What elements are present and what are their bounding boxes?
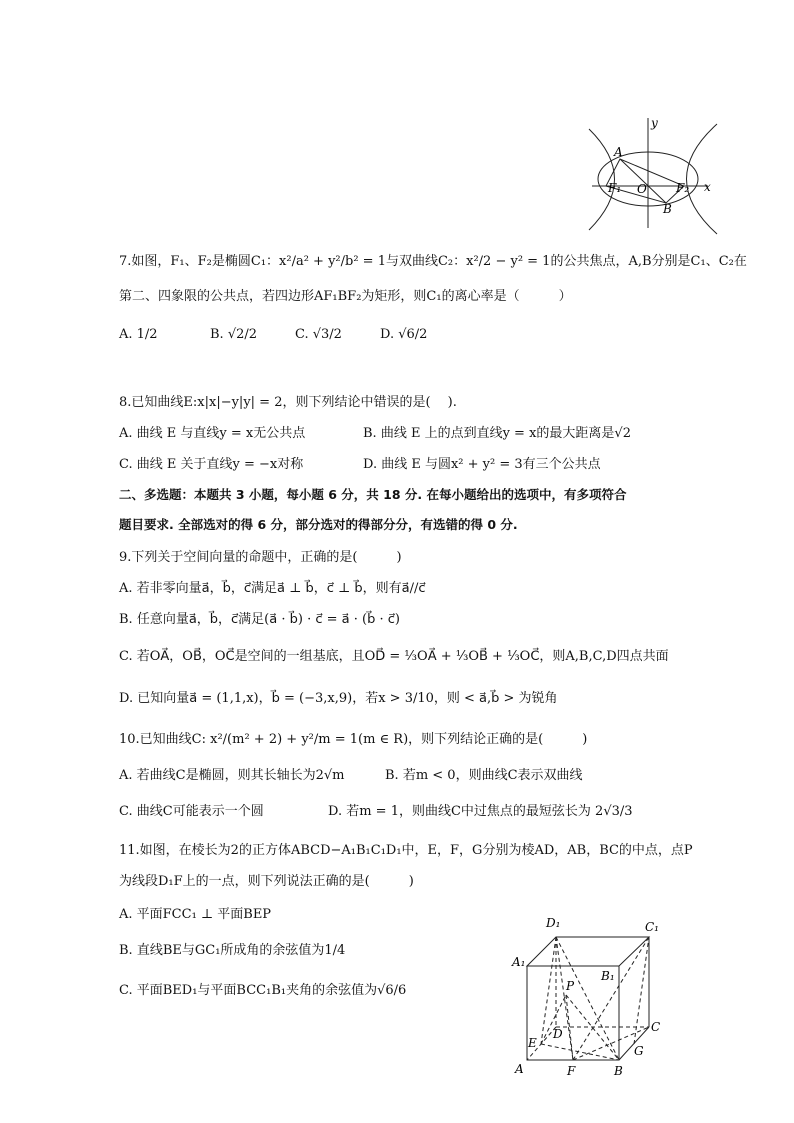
cube-label-c1: C₁ xyxy=(645,920,659,934)
q7-option-c: C. √3/2 xyxy=(295,327,342,342)
q10-option-b: B. 若m < 0，则曲线C表示双曲线 xyxy=(385,768,583,783)
q8-option-b: B. 曲线 E 上的点到直线y = x的最大距离是√2 xyxy=(363,426,631,441)
cube-label-a: A xyxy=(515,1062,524,1076)
fig1-label-a: A xyxy=(614,145,623,159)
q7-option-a: A. 1/2 xyxy=(119,327,158,342)
q9-option-d: D. 已知向量a⃗ = (1,1,x)，b⃗ = (−3,x,9)，若x > 3/10，则 < a⃗,b⃗ > 为锐角 xyxy=(119,691,558,706)
section2-line2: 题目要求. 全部选对的得 6 分，部分选对的得部分分，有选错的得 0 分. xyxy=(119,517,518,532)
cube-label-d1: D₁ xyxy=(546,916,561,930)
q7-option-b: B. √2/2 xyxy=(210,327,258,342)
cube-label-b1: B₁ xyxy=(601,969,615,983)
q10-option-c: C. 曲线C可能表示一个圆 xyxy=(119,804,264,819)
cube-label-e: E xyxy=(528,1036,537,1050)
q11-option-c: C. 平面BED₁与平面BCC₁B₁夹角的余弦值为√6/6 xyxy=(119,983,407,998)
fig1-label-f2: F₂ xyxy=(676,181,690,195)
q11-line2: 为线段D₁F上的一点，则下列说法正确的是( ) xyxy=(119,874,414,889)
q8-option-d: D. 曲线 E 与圆x² + y² = 3有三个公共点 xyxy=(363,457,601,472)
cube-top-face xyxy=(527,937,649,966)
q8-option-c: C. 曲线 E 关于直线y = −x对称 xyxy=(119,457,304,472)
cube-label-b: B xyxy=(614,1064,623,1078)
q7-option-d: D. √6/2 xyxy=(380,327,428,342)
q10-option-d: D. 若m = 1，则曲线C中过焦点的最短弦长为 2√3/3 xyxy=(328,804,633,819)
q9-option-a: A. 若非零向量a⃗，b⃗，c⃗满足a⃗ ⊥ b⃗，c⃗ ⊥ b⃗，则有a⃗//c⃗ xyxy=(119,581,426,596)
q10-option-a: A. 若曲线C是椭圆，则其长轴长为2√m xyxy=(119,768,345,783)
q11-line1: 11.如图，在棱长为2的正方体ABCD−A₁B₁C₁D₁中，E，F，G分别为棱AD，AB，BC的中点，点P xyxy=(119,843,693,858)
q9-line1: 9.下列关于空间向量的命题中，正确的是( ) xyxy=(119,550,402,565)
q8-option-a: A. 曲线 E 与直线y = x无公共点 xyxy=(119,426,306,441)
fig1-label-y: y xyxy=(651,116,658,130)
q7-line2: 第二、四象限的公共点，若四边形AF₁BF₂为矩形，则C₁的离心率是（ ） xyxy=(119,289,572,304)
fig1-label-b: B xyxy=(663,202,672,216)
segment-d1b xyxy=(556,937,619,1060)
q9-option-b: B. 任意向量a⃗，b⃗，c⃗满足(a⃗ · b⃗) · c⃗ = a⃗ · (b⃗ · c⃗) xyxy=(119,612,400,627)
fig1-label-x: x xyxy=(704,180,711,194)
cube-label-a1: A₁ xyxy=(512,955,526,969)
q8-line1: 8.已知曲线E:x|x|−y|y| = 2，则下列结论中错误的是( ). xyxy=(119,395,457,410)
cube-label-f: F xyxy=(567,1064,576,1078)
cube-label-c: C xyxy=(651,1020,661,1034)
cube-label-p: P xyxy=(566,979,575,993)
q7-line1: 7.如图，F₁、F₂是椭圆C₁：x²/a² + y²/b² = 1与双曲线C₂：x²/2 − y² = 1的公共焦点，A,B分别是C₁、C₂在 xyxy=(119,254,747,269)
fig1-label-o: O xyxy=(637,182,647,196)
cube-label-d: D xyxy=(553,1027,563,1041)
segment-fc1 xyxy=(573,937,649,1060)
q11-option-b: B. 直线BE与GC₁所成角的余弦值为1/4 xyxy=(119,943,346,958)
q11-option-a: A. 平面FCC₁ ⊥ 平面BEP xyxy=(119,907,272,922)
section2-line1: 二、多选题：本题共 3 小题，每小题 6 分，共 18 分. 在每小题给出的选项中，有多项符合 xyxy=(119,487,627,502)
cube-label-g: G xyxy=(634,1044,644,1058)
fig1-label-f1: F₁ xyxy=(608,181,622,195)
q9-option-c: C. 若OA⃗，OB⃗，OC⃗是空间的一组基底，且OD⃗ = ⅓OA⃗ + ⅓OB⃗ + ⅓OC⃗，则A,B,C,D四点共面 xyxy=(119,649,669,664)
q10-line1: 10.已知曲线C: x²/(m² + 2) + y²/m = 1(m ∈ R)，则下列结论正确的是( ) xyxy=(119,732,588,747)
